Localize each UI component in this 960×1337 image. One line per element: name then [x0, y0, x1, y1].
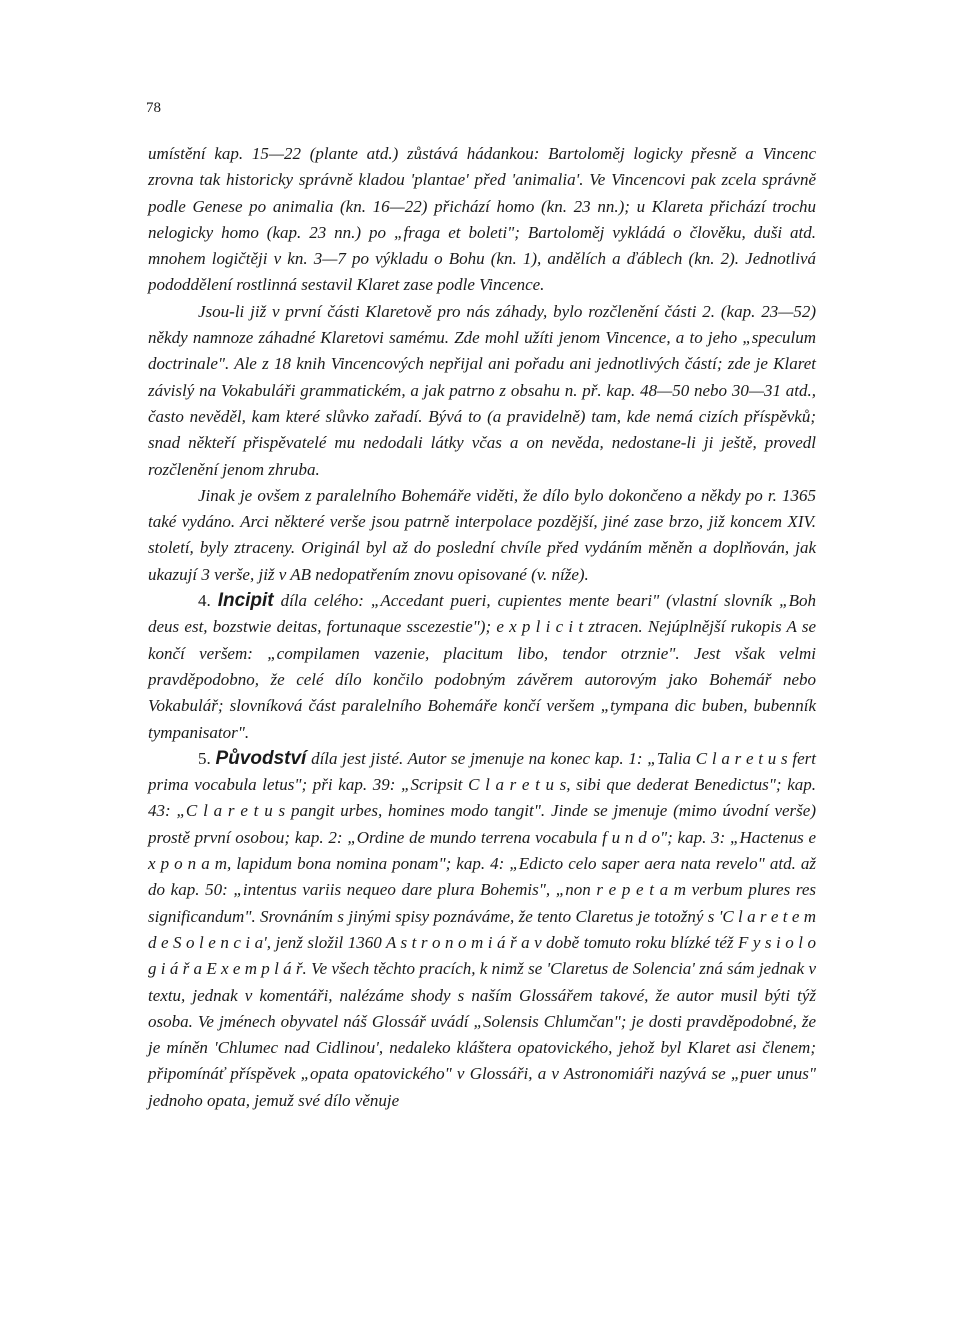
section-number: 4.: [198, 591, 218, 611]
paragraph: [148, 299, 816, 483]
section-heading-incipit: Incipit: [217, 590, 274, 612]
text-run: Jinak je ovšem z paralelního Bohemáře viděti, že dílo bylo dokončeno a někdy po r. 1365 také vydáno. Arci některé verše jsou patrně interpolace pozdější, jiné zase brzo, již koncem XIV. století, byly ztraceny. Originál byl až do poslední chvíle před vydáním měněn a doplňován, jak ukazují 3 verše, již v AB nedopatřením znovu opisované (v. níže).: [148, 485, 816, 584]
paragraph: [148, 483, 816, 588]
section-number: 5.: [198, 748, 216, 768]
body-text: [148, 141, 816, 1114]
text-run: Jsou-li již v první části Klaretově pro nás záhady, bylo rozčlenění části 2. (kap. 23—52) někdy namnoze záhadné Klaretovi samému. Zde mohl užíti jenom Vincence, a to jeho „speculum doctrinale". Ale z 18 knih Vincencových nepřijal ani pořadu ani jednotlivých částí; zde je Klaret závislý na Vokabuláři grammatickém, a jak patrno z obsahu n. př. kap. 48—50 nebo 30—31 atd., často nevěděl, kam které slůvko zařadí. Bývá to (a pravidelně) tam, kde nemá cizích příspěvků; snad někteří přispěvatelé mu nedodali látky včas a on nevěda, nedostane-li ji ještě, provedl rozčlenění jenom zhruba.: [148, 301, 816, 479]
text-run: umístění kap. 15—22 (plante atd.) zůstává hádankou: Bartoloměj logicky přesně a Vincenc zrovna tak historicky správně kladou 'plantae' před 'animalia'. Ve Vincencovi pak zcela správně podle Genese po animalia (kn. 16—22) přichází homo (kn. 23 nn.); u Klareta přichází trochu nelogicky homo (kap. 23 nn.) po „fraga et boleti"; Bartoloměj vykládá o člověku, duši atd. mnohem logičtěji v kn. 3—7 po výkladu o Bohu (kn. 1), andělích a ďáblech (kn. 2). Jednotlivá pododdělení rostlinná sestavil Klaret zase podle Vincence.: [148, 144, 816, 295]
paragraph-section-4: [148, 588, 816, 746]
paragraph-section-5: [148, 746, 816, 1114]
page-number: 78: [146, 100, 161, 116]
section-heading-puvodstvi: Původství: [215, 747, 307, 769]
text-run: díla celého: „Accedant pueri, cupientes mente beari" (vlastní slovník „Boh deus est, bozstwie deitas, fortunaque sscezestie"); e x p l i c i t ztracen. Nejúplnější rukopis A se končí veršem: „compilamen vazenie, placitum libo, tendor otrznie". Jest však velmi pravděpodobno, že celé dílo končilo podobným závěrem autorovým jako Bohemář nebo Vokabulář; slovníková část paralelního Bohemáře končí veršem „tympana dic buben, bubenník tympanisator".: [148, 591, 816, 742]
paragraph: [148, 141, 816, 299]
text-run: díla jest jisté. Autor se jmenuje na konec kap. 1: „Talia C l a r e t u s fert prima vocabula letus"; při kap. 39: „Scripsit C l a r e t u s, sibi que dederat Benedictus"; kap. 43: „C l a r e t u s pangit urbes, homines modo tangit". Jinde se jmenuje (mimo úvodní verše) prostě první osobou; kap. 2: „Ordine de mundo terrena vocabula f u n d o"; kap. 3: „Hactenus e x p o n a m, lapidum bona nomina ponam"; kap. 4: „Edicto celo saper aera nata revelo" atd. až do kap. 50: „intentus variis nequeo dare plura Bohemis", „non r e p e t a m verbum plures res significandum". Srovnáním s jinými spisy poznáváme, že tento Claretus je totožný s 'C l a r e t e m d e S o l e n c i a', jenž složil 1360 A s t r o n o m i á ř a v době tomuto roku blízké též F y s i o l o g i á ř a E x e m p l á ř. Ve všech těchto pracích, k nimž se 'Claretus de Solencia' zná sám jednak v textu, jednak v komentáři, nalézáme shody s naším Glossářem takové, že autor musil býti týž osoba. Ve jménech obyvatel náš Glossář uvádí „Solensis Chlumčan"; je dosti pravděpodobné, že je míněn 'Chlumec nad Cidlinou', nedaleko kláštera opatovického, jehož byl Klaret asi členem; připomínáť příspěvek „opata opatovického" v Glossáři, a v Astronomiáři nazývá se „puer unus" jednoho opata, jemuž své dílo věnuje: [148, 748, 816, 1110]
